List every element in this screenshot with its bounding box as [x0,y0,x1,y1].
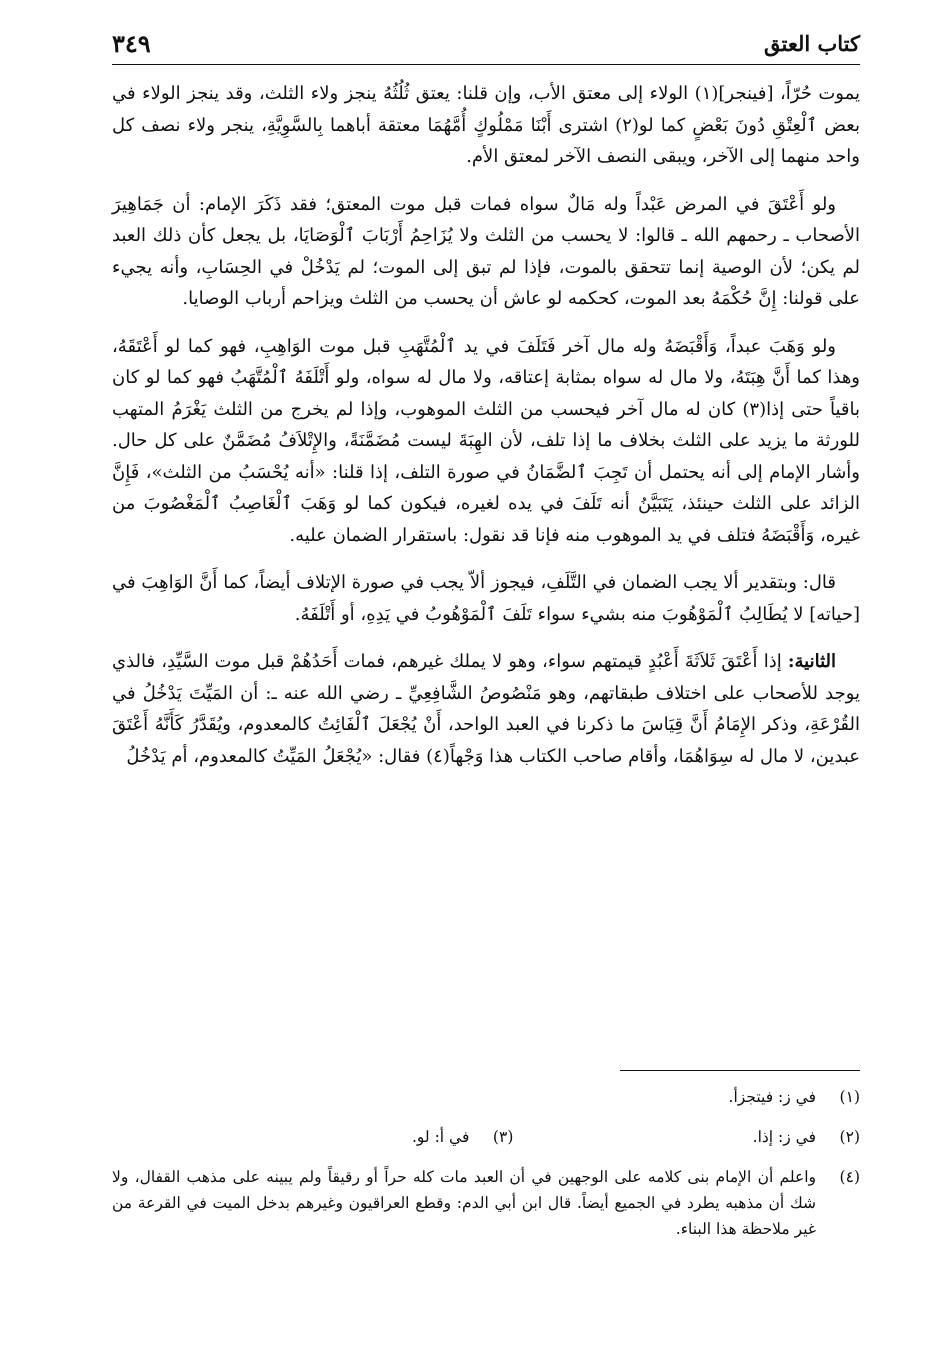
footnote-text: في ز: إذا. [752,1128,816,1146]
footnote-number: (١) [839,1088,860,1106]
footnote-4 [112,1164,860,1242]
paragraph-text: إذا أَعْتَقَ ثَلاَثَةَ أَعْبُدٍ قيمتهم سواء، وهو لا يملك غيرهم، فمات أَحَدُهُمْ قبل موت السَّيِّدِ، فالذي يوجد للأصحاب على اختلاف طبقاتهم، وهو مَنْصُوصُ الشَّافِعِيِّ ـ رضي الله عنه ـ: أن المَيِّتَ يَدْخُلُ في القُرْعَةِ، وذكر الإِمَامُ أَنَّ قِيَاسَ ما ذكرنا في العبد الواحد، أَنْ يُجْعَلَ ٱلْفَائِتُ كالمعدوم، ويُقَدَّرُ كَأَنَّهُ أَعْتَقَ عبدين، لا مال له سِوَاهُمَا، وأقام صاحب الكتاب هذا وَجْهاً(٤) فقال: «يُجْعَلُ المَيِّتُ كالمعدوم، أم يَدْخُلُ [112,651,860,767]
footnote-3 [412,1124,513,1150]
paragraph: يموت حُرّاً، [فينجر](١) الولاء إلى معتق الأب، وإن قلنا: يعتق ثُلُثُهُ ينجز ولاء الثلث، وقد ينجز الولاء في بعض ٱلْعِتْقِ دُونَ بَعْضٍ كما لو(٢) اشترى أَبْنَا مَمْلُوكٍ أُمَّهُمَا معتقة أباهما بِالسَّوِيَّةِ، ينجر ولاء نصف كل واحد منهما إلى الآخر، ويبقى النصف الآخر لمعتق الأم. [112,83,861,167]
paragraph: ولو أَعْتَقَ في المرض عَبْداً وله مَالٌ سواه فمات قبل موت المعتق؛ فقد ذَكَرَ الإمام: أن جَمَاهِيرَ الأصحاب ـ رحمهم الله ـ قالوا: لا يحسب من الثلث ولا يُزَاحِمُ أَرْبَابَ ٱلْوَصَايَا، بل يجعل كأن ذلك العبد لم يكن؛ لأن الوصية إنما تتحقق بالموت، فإذا لم تبق إلى الموت؛ لم يَدْخُلْ في الحِسَابِ، وأنه يجيء على قولنا: إِنَّ حُكْمَهُ بعد الموت، كحكمه لو عاش أن يحسب من الثلث ويزاحم أرباب الوصايا. [112,193,860,309]
running-title: كتاب العتق [763,30,860,56]
footnote-divider [620,1070,860,1071]
footnote-1 [112,1084,860,1110]
page-header [112,22,860,65]
section-lead: الثانية: [787,651,836,672]
footnote-row [112,1124,860,1150]
footnote-2 [753,1124,860,1150]
footnote-number: (٤) [839,1168,860,1186]
main-text [112,78,860,788]
paragraph: ولو وَهَبَ عبداً، وَأَقْبَضَهُ وله مال آخر فَتَلَفَ في يد ٱلْمُتَّهَبِ قبل موت الوَاهِبِ، فهو كما لو أَعْتَقَهُ، وهذا كما أَنَّ هِبَتَهُ، ولا مال له سواه بمثابة إعتاقه، ولا مال له سواه، ولو أَتْلَفَهُ ٱلْمُتَّهَبُ فهو كما لو كان باقياً حتى إذا(٣) كان له مال آخر فيحسب من الثلث الموهوب، وإذا لم يخرج من الثلث يَغْرَمُ المتهب للورثة ما يزيد على الثلث بخلاف ما إذا تلف، لأن الهِبَةَ ليست مُضَمَّنَةً، والإِتْلاَفُ مُضَمَّنٌ على كل حال. وأشار الإمام إلى أنه يحتمل أن تَجِبَ ٱلضَّمَانُ في صورة التلف، إذا قلنا: «أنه يُحْسَبُ من الثلث»، فَإِنَّ الزائد على الثلث حينئذ، يَتَبَيَّنُ أنه تَلَفَ في يده لغيره، فيكون كما لو وَهَبَ ٱلْغَاصِبُ ٱلْمَغْصُوبَ من غيره، وَأَقْبَضَهُ فتلف في يد الموهوب منه فإنا قد نقول: باستقرار الضمان عليه. [112,335,861,546]
footnotes [112,1084,860,1256]
footnote-number: (٢) [839,1128,860,1146]
footnote-number: (٣) [492,1128,514,1146]
page-number: ٣٤٩ [112,28,151,58]
paragraph: قال: وبتقدير ألا يجب الضمان في التَّلَفِ، فيجوز ألاّ يجب في صورة الإتلاف أيضاً، كما أَنَّ الوَاهِبَ في [حياته] لا يُطَالِبُ ٱلْمَوْهُوبَ منه بشيء سواء تَلَفَ ٱلْمَوْهُوبُ في يَدِهِ، أو أَتْلَفَهُ. [112,572,860,625]
footnote-text: واعلم أن الإمام بنى كلامه على الوجهين في أن العبد مات كله حراً أو رقيقاً ولم يبينه على مذهب القفال، ولا شك أن مذهبه يطرد في الجميع أيضاً. قال ابن أبي الدم: وقطع العراقيون وغيرهم بدخل الميت في القرعة من غير ملاحظة هذا البناء. [112,1168,816,1238]
footnote-text: في أ: لو. [412,1128,470,1146]
footnote-text: في ز: فيتجزأ. [728,1088,816,1106]
paragraph-second-issue [112,646,860,772]
